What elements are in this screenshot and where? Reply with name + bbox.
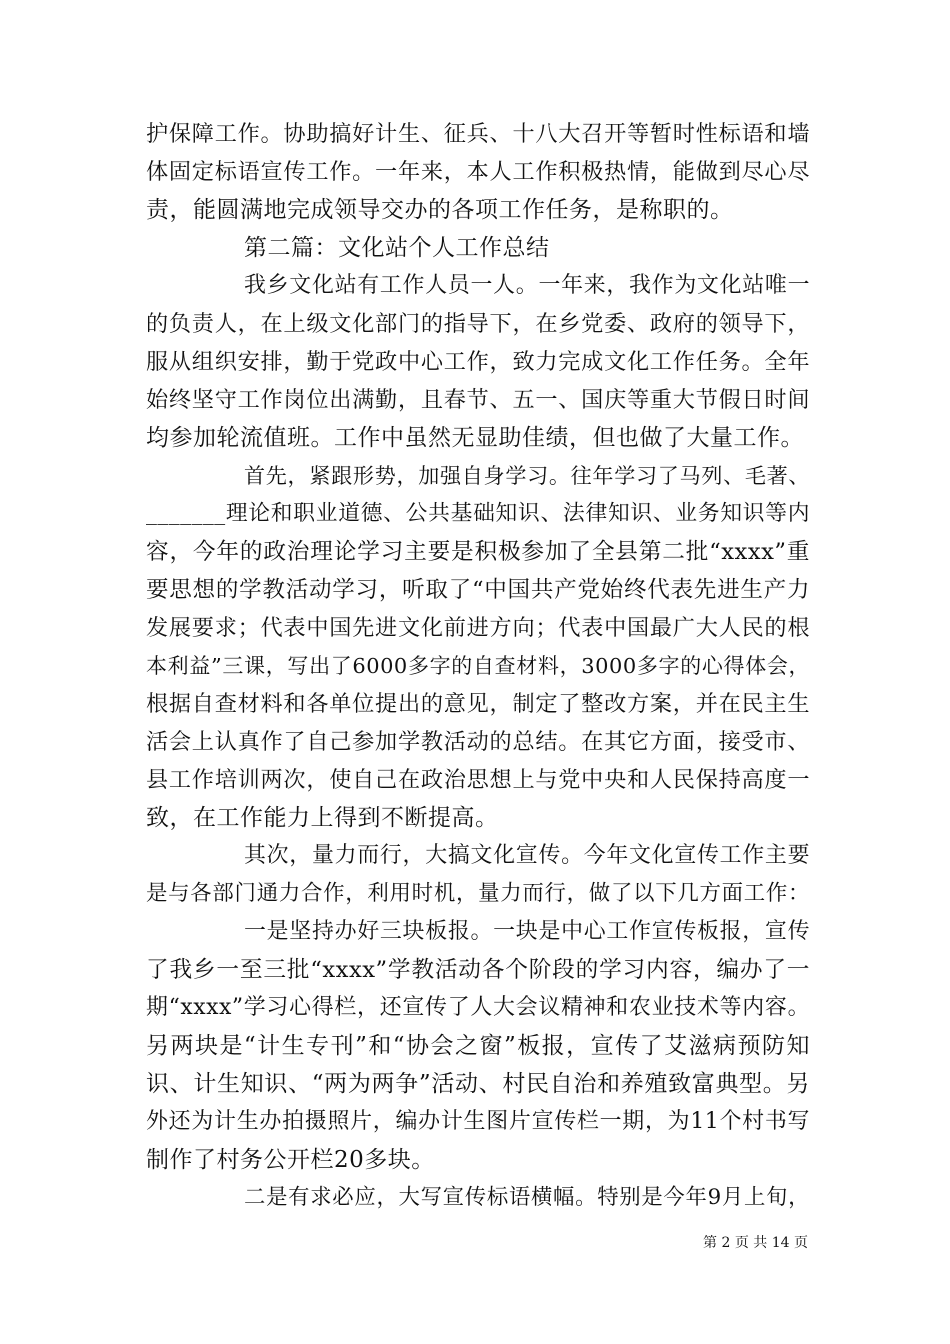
- text-line: 根据自查材料和各单位提出的意见，制定了整改方案，并在民主生: [146, 691, 810, 717]
- text-line: 另两块是“计生专刊”和“协会之窗”板报，宣传了艾滋病预防知: [146, 1033, 810, 1059]
- text-line: 致，在工作能力上得到不断提高。: [146, 805, 499, 831]
- section-title: 第二篇：文化站个人工作总结: [244, 235, 550, 261]
- text-line: 制作了村务公开栏20多块。: [146, 1147, 435, 1173]
- text-line: 始终坚守工作岗位出满勤，且春节、五一、国庆等重大节假日时间: [146, 387, 810, 413]
- text-line: 活会上认真作了自己参加学教活动的总结。在其它方面，接受市、: [146, 729, 810, 755]
- text-line: 是与各部门通力合作，利用时机，量力而行，做了以下几方面工作：: [146, 881, 810, 906]
- text-line: 容，今年的政治理论学习主要是积极参加了全县第二批“xxxx”重: [146, 539, 810, 565]
- text-line: 二是有求必应，大写宣传标语横幅。特别是今年9月上旬，: [244, 1185, 810, 1210]
- text-line: 期“xxxx”学习心得栏，还宣传了人大会议精神和农业技术等内容。: [146, 995, 810, 1020]
- page-number: 第 2 页 共 14 页: [703, 1235, 808, 1251]
- text-line: 识、计生知识、“两为两争”活动、村民自治和养殖致富典型。另: [146, 1071, 810, 1097]
- text-line: 县工作培训两次，使自己在政治思想上与党中央和人民保持高度一: [146, 767, 810, 793]
- text-line: 均参加轮流值班。工作中虽然无显助佳绩，但也做了大量工作。: [146, 425, 804, 451]
- text-line: 了我乡一至三批“xxxx”学教活动各个阶段的学习内容，编办了一: [146, 957, 810, 983]
- text-line: 的负责人，在上级文化部门的指导下，在乡党委、政府的领导下，: [146, 311, 810, 337]
- text-line: 发展要求；代表中国先进文化前进方向；代表中国最广大人民的根: [146, 615, 810, 641]
- text-line: 一是坚持办好三块板报。一块是中心工作宣传板报，宣传: [244, 919, 810, 944]
- text-line: 责，能圆满地完成领导交办的各项工作任务，是称职的。: [146, 197, 734, 223]
- text-line: 我乡文化站有工作人员一人。一年来，我作为文化站唯一: [244, 273, 810, 298]
- text-line: 其次，量力而行，大搞文化宣传。今年文化宣传工作主要: [244, 843, 810, 868]
- text-line: 护保障工作。协助搞好计生、征兵、十八大召开等暂时性标语和墙: [146, 121, 810, 147]
- text-line: _______理论和职业道德、公共基础知识、法律知识、业务知识等内: [146, 501, 810, 526]
- text-line: 要思想的学教活动学习，听取了“中国共产党始终代表先进生产力: [146, 577, 810, 603]
- text-line: 体固定标语宣传工作。一年来，本人工作积极热情，能做到尽心尽: [146, 159, 810, 185]
- text-line: 外还为计生办拍摄照片，编办计生图片宣传栏一期，为11个村书写: [146, 1109, 810, 1134]
- text-line: 服从组织安排，勤于党政中心工作，致力完成文化工作任务。全年: [146, 349, 810, 375]
- text-line: 本利益”三课，写出了6000多字的自查材料，3000多字的心得体会，: [146, 654, 810, 678]
- text-line: 首先，紧跟形势，加强自身学习。往年学习了马列、毛著、: [244, 463, 810, 488]
